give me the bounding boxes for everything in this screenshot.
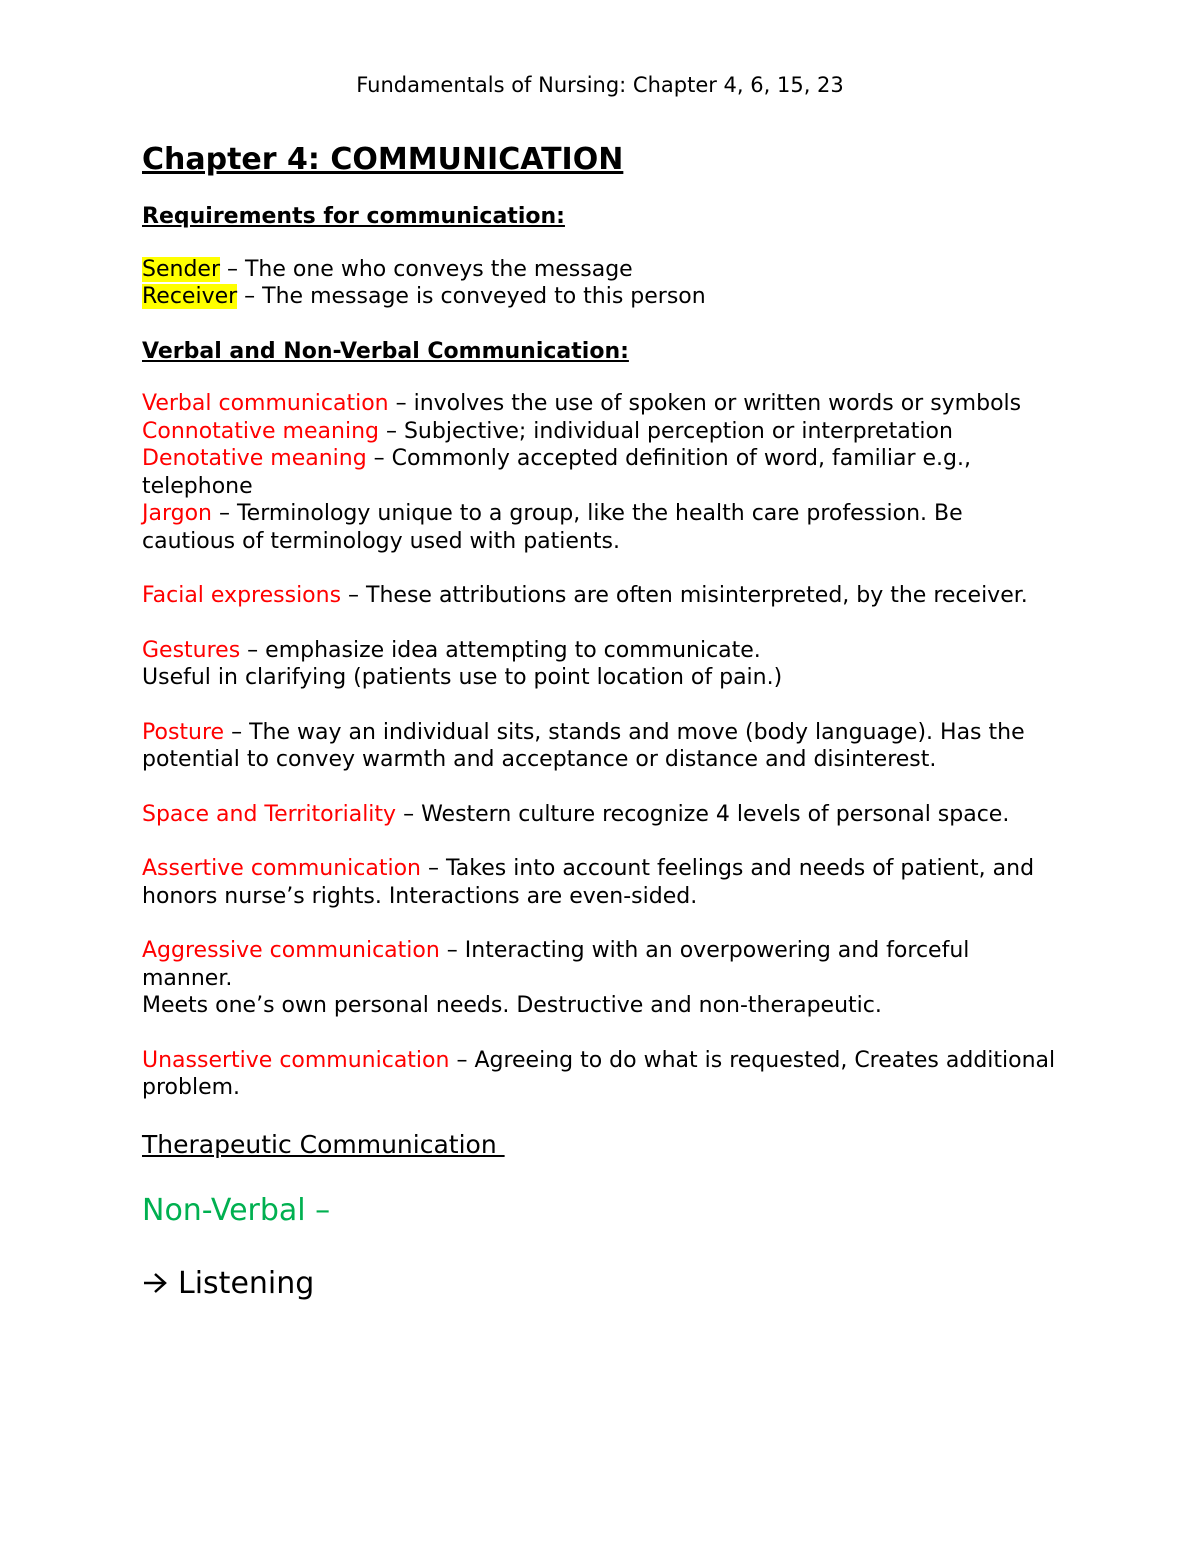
term-gestures: Gestures: [142, 637, 241, 663]
term-description: – The way an individual sits, stands and move (body language). Has the potential to convey warmth and acceptance or distance and disinterest.: [142, 719, 1025, 772]
gestures-block: [142, 637, 1062, 692]
verbal-terms-block: [142, 390, 1062, 555]
term-description: – involves the use of spoken or written words or symbols: [388, 391, 1022, 416]
space-block: [142, 801, 1062, 829]
term-denotative-meaning: Denotative meaning: [142, 446, 367, 471]
list-item: [142, 855, 1062, 910]
list-item: [142, 937, 1062, 992]
term-description: – Western culture recognize 4 levels of personal space.: [396, 801, 1010, 827]
list-item: [142, 283, 1062, 311]
assertive-block: [142, 855, 1062, 910]
list-item: [142, 719, 1062, 774]
term-description: – Commonly accepted definition of word, familiar e.g., telephone: [142, 446, 971, 499]
posture-block: [142, 719, 1062, 774]
term-description: – The one who conveys the message: [220, 256, 633, 282]
arrow-right-icon: [142, 1264, 168, 1304]
term-description: – Takes into account feelings and needs of patient, and honors nurse’s rights. Interactions are even-sided.: [142, 856, 1035, 909]
list-item: [142, 445, 1062, 500]
list-item-extra: Useful in clarifying (patients use to point location of pain.): [142, 665, 783, 690]
listening-item: [142, 1264, 1062, 1304]
therapeutic-communication-heading: Therapeutic Communication: [142, 1129, 505, 1159]
term-description: – Agreeing to do what is requested, Creates additional problem.: [142, 1047, 1056, 1100]
term-sender: Sender: [142, 256, 220, 282]
term-description: – These attributions are often misinterpreted, by the receiver.: [341, 583, 1028, 608]
term-space-territoriality: Space and Territoriality: [142, 801, 397, 827]
aggressive-block: [142, 937, 1062, 1020]
page-header: Fundamentals of Nursing: Chapter 4, 6, 15, 23: [356, 73, 844, 97]
facial-expressions-block: [142, 582, 1062, 610]
term-description: – The message is conveyed to this person: [237, 284, 706, 309]
term-unassertive-communication: Unassertive communication: [142, 1047, 450, 1073]
term-assertive-communication: Assertive communication: [142, 856, 421, 881]
requirements-list: [142, 256, 1062, 311]
list-item-extra: Meets one’s own personal needs. Destructive and non-therapeutic.: [142, 993, 882, 1018]
list-item: [142, 1047, 1062, 1102]
list-item: [142, 256, 1062, 284]
term-facial-expressions: Facial expressions: [142, 583, 342, 608]
list-item: [142, 418, 1062, 446]
unassertive-block: [142, 1047, 1062, 1102]
term-description: – Subjective; individual perception or interpretation: [378, 418, 953, 444]
document-body: [142, 140, 1062, 1304]
list-item: [142, 500, 1062, 555]
term-verbal-communication: Verbal communication: [142, 391, 389, 416]
list-item: [142, 801, 1062, 829]
term-posture: Posture: [142, 719, 225, 745]
term-connotative-meaning: Connotative meaning: [142, 418, 379, 444]
requirements-heading: Requirements for communication:: [142, 204, 565, 229]
chapter-title: Chapter 4: COMMUNICATION: [142, 142, 624, 177]
verbal-nonverbal-heading: Verbal and Non-Verbal Communication:: [142, 338, 629, 364]
list-item: [142, 637, 1062, 665]
term-description: – Terminology unique to a group, like the health care profession. Be cautious of terminology used with patients.: [142, 501, 963, 554]
term-description: – emphasize idea attempting to communicate.: [240, 637, 761, 663]
listening-label: Listening: [178, 1265, 315, 1301]
term-aggressive-communication: Aggressive communication: [142, 938, 440, 963]
term-receiver: Receiver: [142, 284, 238, 309]
list-item: [142, 582, 1062, 610]
non-verbal-heading: Non-Verbal –: [142, 1192, 331, 1228]
term-jargon: Jargon: [142, 501, 212, 526]
term-description: – Interacting with an overpowering and forceful manner.: [142, 938, 970, 991]
list-item: [142, 390, 1062, 418]
